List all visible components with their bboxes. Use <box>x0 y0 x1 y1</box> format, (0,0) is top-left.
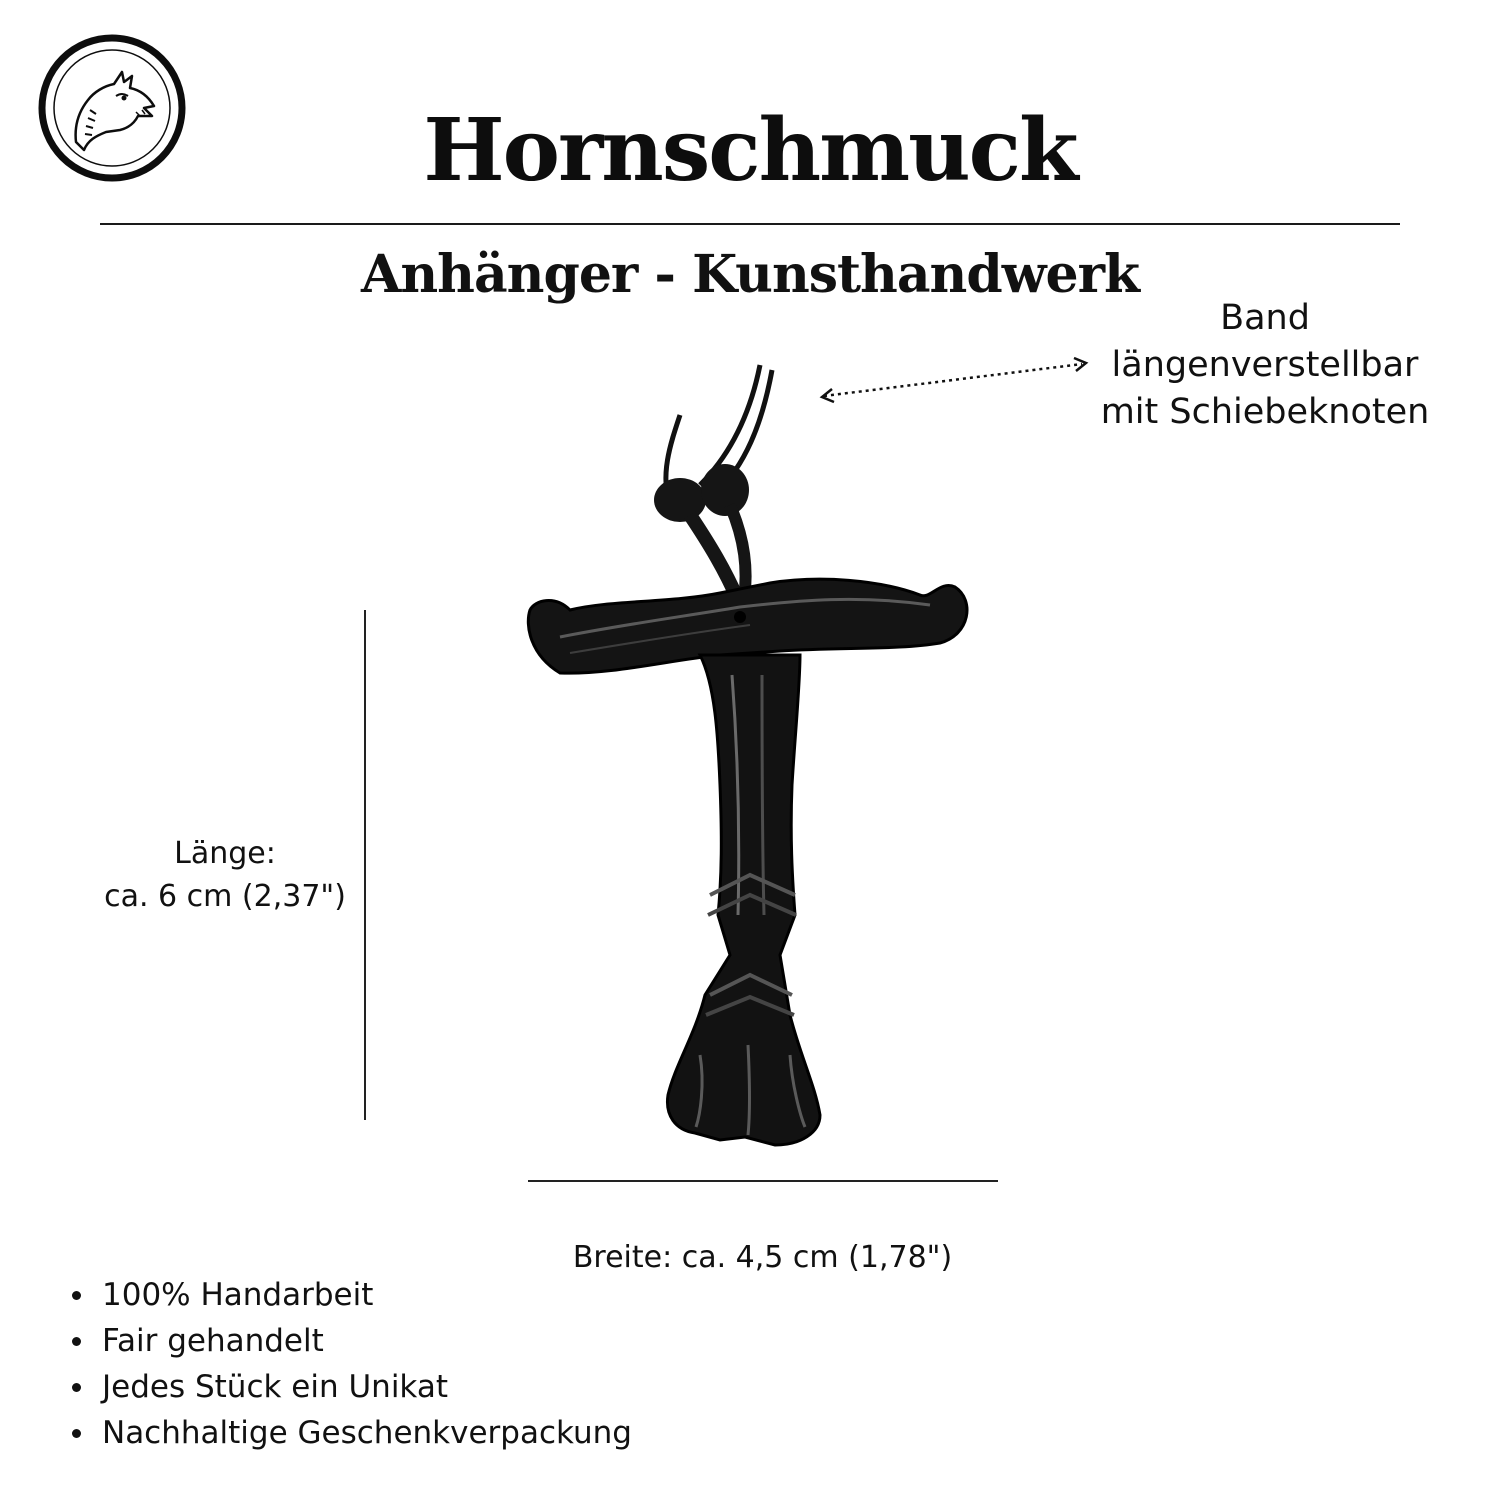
bullet-icon <box>72 1429 81 1438</box>
list-item <box>66 1272 632 1318</box>
bullet-icon <box>72 1291 81 1300</box>
list-item <box>66 1318 632 1364</box>
width-dimension-line <box>528 1180 998 1182</box>
list-item <box>66 1410 632 1456</box>
cord-annotation-line-2: längenverstellbar <box>1111 345 1419 385</box>
bullet-icon <box>72 1383 81 1392</box>
feature-text: 100% Handarbeit <box>102 1277 374 1313</box>
list-item <box>66 1364 632 1410</box>
length-label-title: Länge: <box>174 836 276 871</box>
title-divider <box>100 223 1400 225</box>
feature-text: Nachhaltige Geschenkverpackung <box>102 1415 632 1451</box>
cord-annotation <box>1070 295 1460 436</box>
cord-annotation-line-3: mit Schiebeknoten <box>1100 392 1430 432</box>
cord-annotation-line-1: Band <box>1220 298 1310 338</box>
feature-text: Fair gehandelt <box>102 1323 324 1359</box>
length-label-value: ca. 6 cm (2,37") <box>104 879 346 914</box>
feature-text: Jedes Stück ein Unikat <box>102 1369 448 1405</box>
width-label: Breite: ca. 4,5 cm (1,78") <box>572 1240 953 1275</box>
bullet-icon <box>72 1337 81 1346</box>
horn-pendant-image <box>500 355 990 1155</box>
feature-list <box>66 1272 632 1456</box>
length-label <box>90 832 360 918</box>
length-dimension-line <box>364 610 366 1120</box>
page-title: Hornschmuck <box>423 100 1077 201</box>
page-subtitle: Anhänger - Kunsthandwerk <box>361 244 1139 305</box>
